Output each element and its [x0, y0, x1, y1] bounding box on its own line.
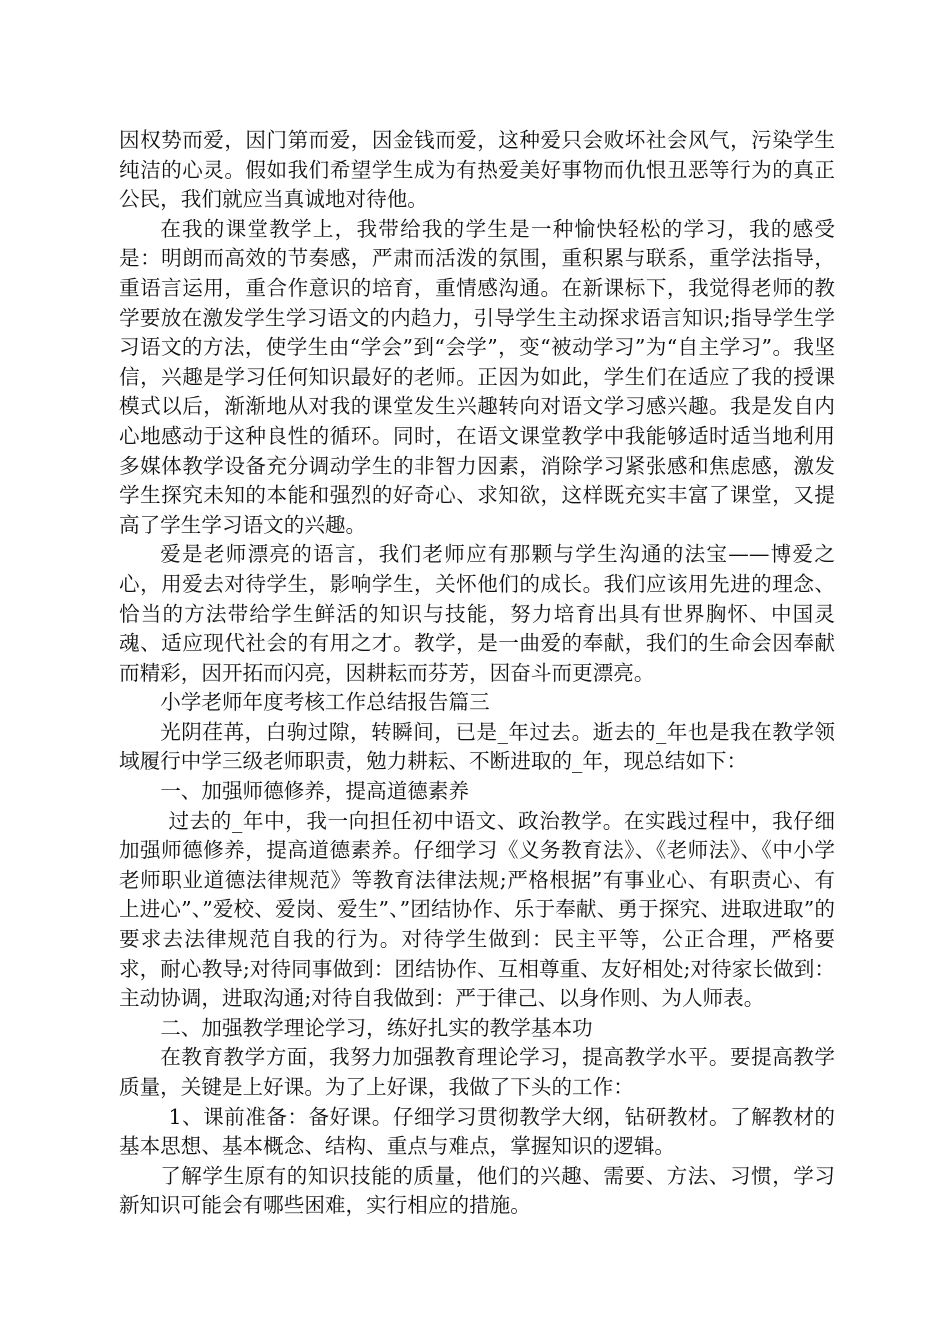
paragraph-classroom-teaching: 在我的课堂教学上，我带给我的学生是一种愉快轻松的学习，我的感受是：明朗而高效的节奏感，严肃而活泼的氛围，重积累与联系，重学法指导，重语言运用，重合作意识的培育，重情感沟通。在新课标下，我觉得老师的教学要放在激发学生学习语文的内趋力，引导学生主动探求语言知识;指导学生学习语文的方法，使学生由“学会”到“会学”，变“被动学习”为“自主学习”。我坚信，兴趣是学习任何知识最好的老师。正因为如此，学生们在适应了我的授课模式以后，渐渐地从对我的课堂发生兴趣转向对语文学习感兴趣。我是发自内心地感动于这种良性的循环。同时，在语文课堂教学中我能够适时适当地利用多媒体教学设备充分调动学生的非智力因素，消除学习紧张感和焦虑感，激发学生探究未知的本能和强烈的好奇心、求知欲，这样既充实丰富了课堂，又提高了学生学习语文的兴趣。	[119, 216, 835, 537]
section-title: 小学老师年度考核工作总结报告篇三	[160, 690, 490, 715]
heading-theory: 二、加强教学理论学习，练好扎实的教学基本功	[160, 1015, 593, 1040]
paragraph-love-language: 爱是老师漂亮的语言，我们老师应有那颗与学生沟通的法宝——博爱之心，用爱去对待学生，影响学生，关怀他们的成长。我们应该用先进的理念、恰当的方法带给学生鲜活的知识与技能，努力培育出具有世界胸怀、中国灵魂、适应现代社会的有用之才。教学，是一曲爱的奉献，我们的生命会因奉献而精彩，因开拓而闪亮，因耕耘而芬芳，因奋斗而更漂亮。	[119, 542, 835, 685]
paragraph-ethics: 过去的_年中，我一向担任初中语文、政治教学。在实践过程中，我仔细加强师德修养，提高道德素养。仔细学习《义务教育法》、《老师法》、《中小学老师职业道德法律规范》等教育法律法规;严格根据”有事业心、有职责心、有上进心”、”爱校、爱岗、爱生”、”团结协作、乐于奉献、勇于探究、进取进取”的要求去法律规范自我的行为。对待学生做到：民主平等，公正合理，严格要求，耐心教导;对待同事做到：团结协作、互相尊重、友好相处;对待家长做到：主动协调，进取沟通;对待自我做到：严于律己、以身作则、为人师表。	[119, 808, 835, 1011]
paragraph-continuation: 因权势而爱，因门第而爱，因金钱而爱，这种爱只会败坏社会风气，污染学生纯洁的心灵。假如我们希望学生成为有热爱美好事物而仇恨丑恶等行为的真正公民，我们就应当真诚地对待他。	[119, 128, 835, 212]
document-page	[119, 126, 835, 1221]
paragraph-theory: 在教育教学方面，我努力加强教育理论学习，提高教学水平。要提高教学质量，关键是上好课。为了上好课，我做了下头的工作：	[119, 1045, 835, 1099]
paragraph-preparation: 1、课前准备：备好课。仔细学习贯彻教学大纲，钻研教材。了解教材的基本思想、基本概念、结构、重点与难点，掌握知识的逻辑。	[119, 1104, 835, 1159]
paragraph-students: 了解学生原有的知识技能的质量，他们的兴趣、需要、方法、习惯，学习新知识可能会有哪些困难，实行相应的措施。	[119, 1163, 835, 1218]
paragraph-intro: 光阴荏苒，白驹过隙，转瞬间，已是_年过去。逝去的_年也是我在教学领域履行中学三级老师职责，勉力耕耘、不断进取的_年，现总结如下：	[119, 719, 835, 774]
heading-ethics: 一、加强师德修养，提高道德素养	[160, 779, 470, 804]
